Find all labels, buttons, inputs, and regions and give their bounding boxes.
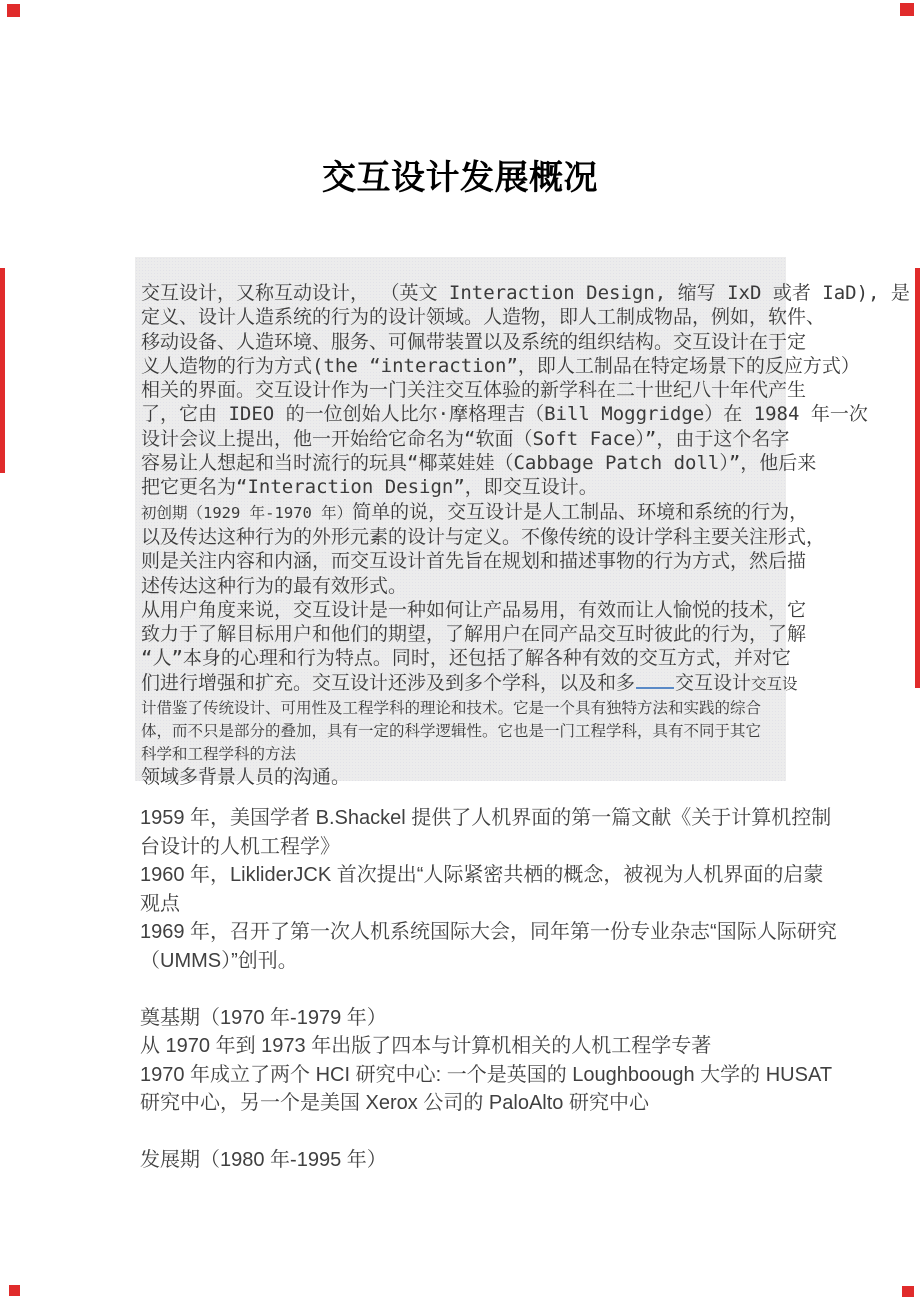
text-line [141, 427, 790, 451]
text-run: 计借鉴了传统设计、可用性及工程学科的理论和技术。它是一个具有独特方法和实践的综合 [141, 699, 762, 718]
text-line [141, 281, 910, 305]
text-run: 领域多背景人员的沟通。 [141, 766, 351, 789]
text-line [141, 549, 807, 573]
text-run: 则是关注内容和内涵，而交互设计首先旨在规划和描述事物的行为方式，然后描 [141, 550, 807, 573]
text-run: 了，它由 IDEO 的一位创始人比尔·摩格理吉（Bill Moggridge）在 1984 年一次 [141, 403, 868, 426]
text-run: 交互设计 [675, 671, 752, 694]
text-run: 设计会议上提出，他一开始给它命名为“软面（Soft Face）”，由于这个名字 [141, 427, 790, 450]
text-line [141, 330, 807, 354]
text-run: 把它更名为“Interaction Design”，即交互设计。 [141, 476, 598, 499]
timeline-section [140, 804, 837, 1175]
text-line [141, 622, 807, 646]
text-line [141, 671, 798, 696]
text-run: 相关的界面。交互设计作为一门关注交互体验的新学科在二十世纪八十年代产生 [141, 379, 807, 402]
text-run: 交互设计，又称互动设计， （英文 Interaction Design, 缩写 IxD 或者 IaD), 是 [141, 282, 910, 304]
text-run: 以及传达这种行为的外形元素的设计与定义。不像传统的设计学科主要关注形式， [141, 525, 826, 548]
blank-line [140, 1118, 805, 1147]
text-line [141, 525, 826, 549]
text-run: “人”本身的心理和行为特点。同时，还包括了解各种有效的交互方式，并对它 [141, 647, 791, 670]
text-line [141, 646, 791, 670]
text-run: 交互设 [751, 674, 798, 693]
text-line [141, 378, 807, 402]
text-line [141, 500, 809, 525]
edge-mark-right [915, 268, 920, 688]
text-run: 定义、设计人造系统的行为的设计领域。人造物，即人工制成物品，例如，软件、 [141, 306, 826, 329]
text-line: 发展期（1980 年-1995 年） [140, 1149, 387, 1171]
text-run: 简单的说，交互设计是人工制品、环境和系统的行为， [352, 500, 809, 523]
text-run: 科学和工程学科的方法 [141, 745, 297, 764]
text-line [141, 354, 860, 378]
corner-mark-bottom-right [902, 1286, 914, 1297]
text-line: 1960 年，LikliderJCK 首次提出“人际紧密共栖的概念，被视为人机界面的启蒙 [140, 864, 824, 886]
text-line [141, 402, 868, 426]
text-run: 体，而不只是部分的叠加，具有一定的科学逻辑性。它也是一门工程学科，具有不同于其它 [141, 722, 762, 741]
corner-mark-bottom-left [9, 1285, 20, 1296]
text-line: 1969 年，召开了第一次人机系统国际大会，同年第一份专业杂志“国际人际研究 [140, 921, 837, 943]
text-line [141, 742, 780, 765]
text-run: 们进行增强和扩充。交互设计还涉及到多个学科，以及和多 [141, 671, 636, 694]
inline-link-underline[interactable] [636, 677, 674, 689]
text-line [141, 696, 780, 719]
text-line [141, 475, 780, 499]
text-run: 致力于了解目标用户和他们的期望，了解用户在同产品交互时彼此的行为，了解 [141, 623, 807, 646]
text-line [141, 719, 780, 742]
text-line [141, 765, 780, 789]
edge-mark-left [0, 268, 5, 473]
text-line: 从 1970 年到 1973 年出版了四本与计算机相关的人机工程学专著 [140, 1035, 712, 1057]
abstract-block [135, 257, 910, 789]
text-line: （UMMS）”创刊。 [140, 949, 298, 972]
text-line: 台设计的人机工程学》 [140, 835, 340, 858]
text-line [141, 574, 780, 598]
text-run: 述传达这种行为的最有效形式。 [141, 574, 408, 597]
text-run: 义人造物的行为方式(the “interaction”，即人工制品在特定场景下的反应方式） [141, 354, 860, 377]
text-line: 1959 年，美国学者 B.Shackel 提供了人机界面的第一篇文献《关于计算机控制 [140, 807, 832, 829]
text-run: 移动设备、人造环境、服务、可佩带装置以及系统的组织结构。交互设计在于定 [141, 330, 807, 353]
page-title: 交互设计发展概况 [322, 159, 598, 197]
corner-mark-top-right [900, 3, 914, 16]
text-line [141, 451, 817, 475]
text-line: 1970 年成立了两个 HCI 研究中心: 一个是英国的 Loughboough 大学的 HUSAT [140, 1063, 833, 1086]
blank-line [140, 975, 805, 1004]
text-run: 容易让人想起和当时流行的玩具“椰菜娃娃（Cabbage Patch doll）”，他后来 [141, 452, 817, 475]
text-run: 初创期（1929 年-1970 年） [141, 503, 353, 522]
text-run: 从用户角度来说，交互设计是一种如何让产品易用，有效而让人愉悦的技术，它 [141, 598, 807, 621]
text-line: 奠基期（1970 年-1979 年） [140, 1006, 387, 1029]
text-line [141, 598, 807, 622]
text-line: 研究中心，另一个是美国 Xerox 公司的 PaloAlto 研究中心 [140, 1092, 649, 1114]
text-line: 观点 [140, 892, 180, 915]
corner-mark-top-left [7, 4, 20, 17]
text-line [141, 305, 826, 329]
